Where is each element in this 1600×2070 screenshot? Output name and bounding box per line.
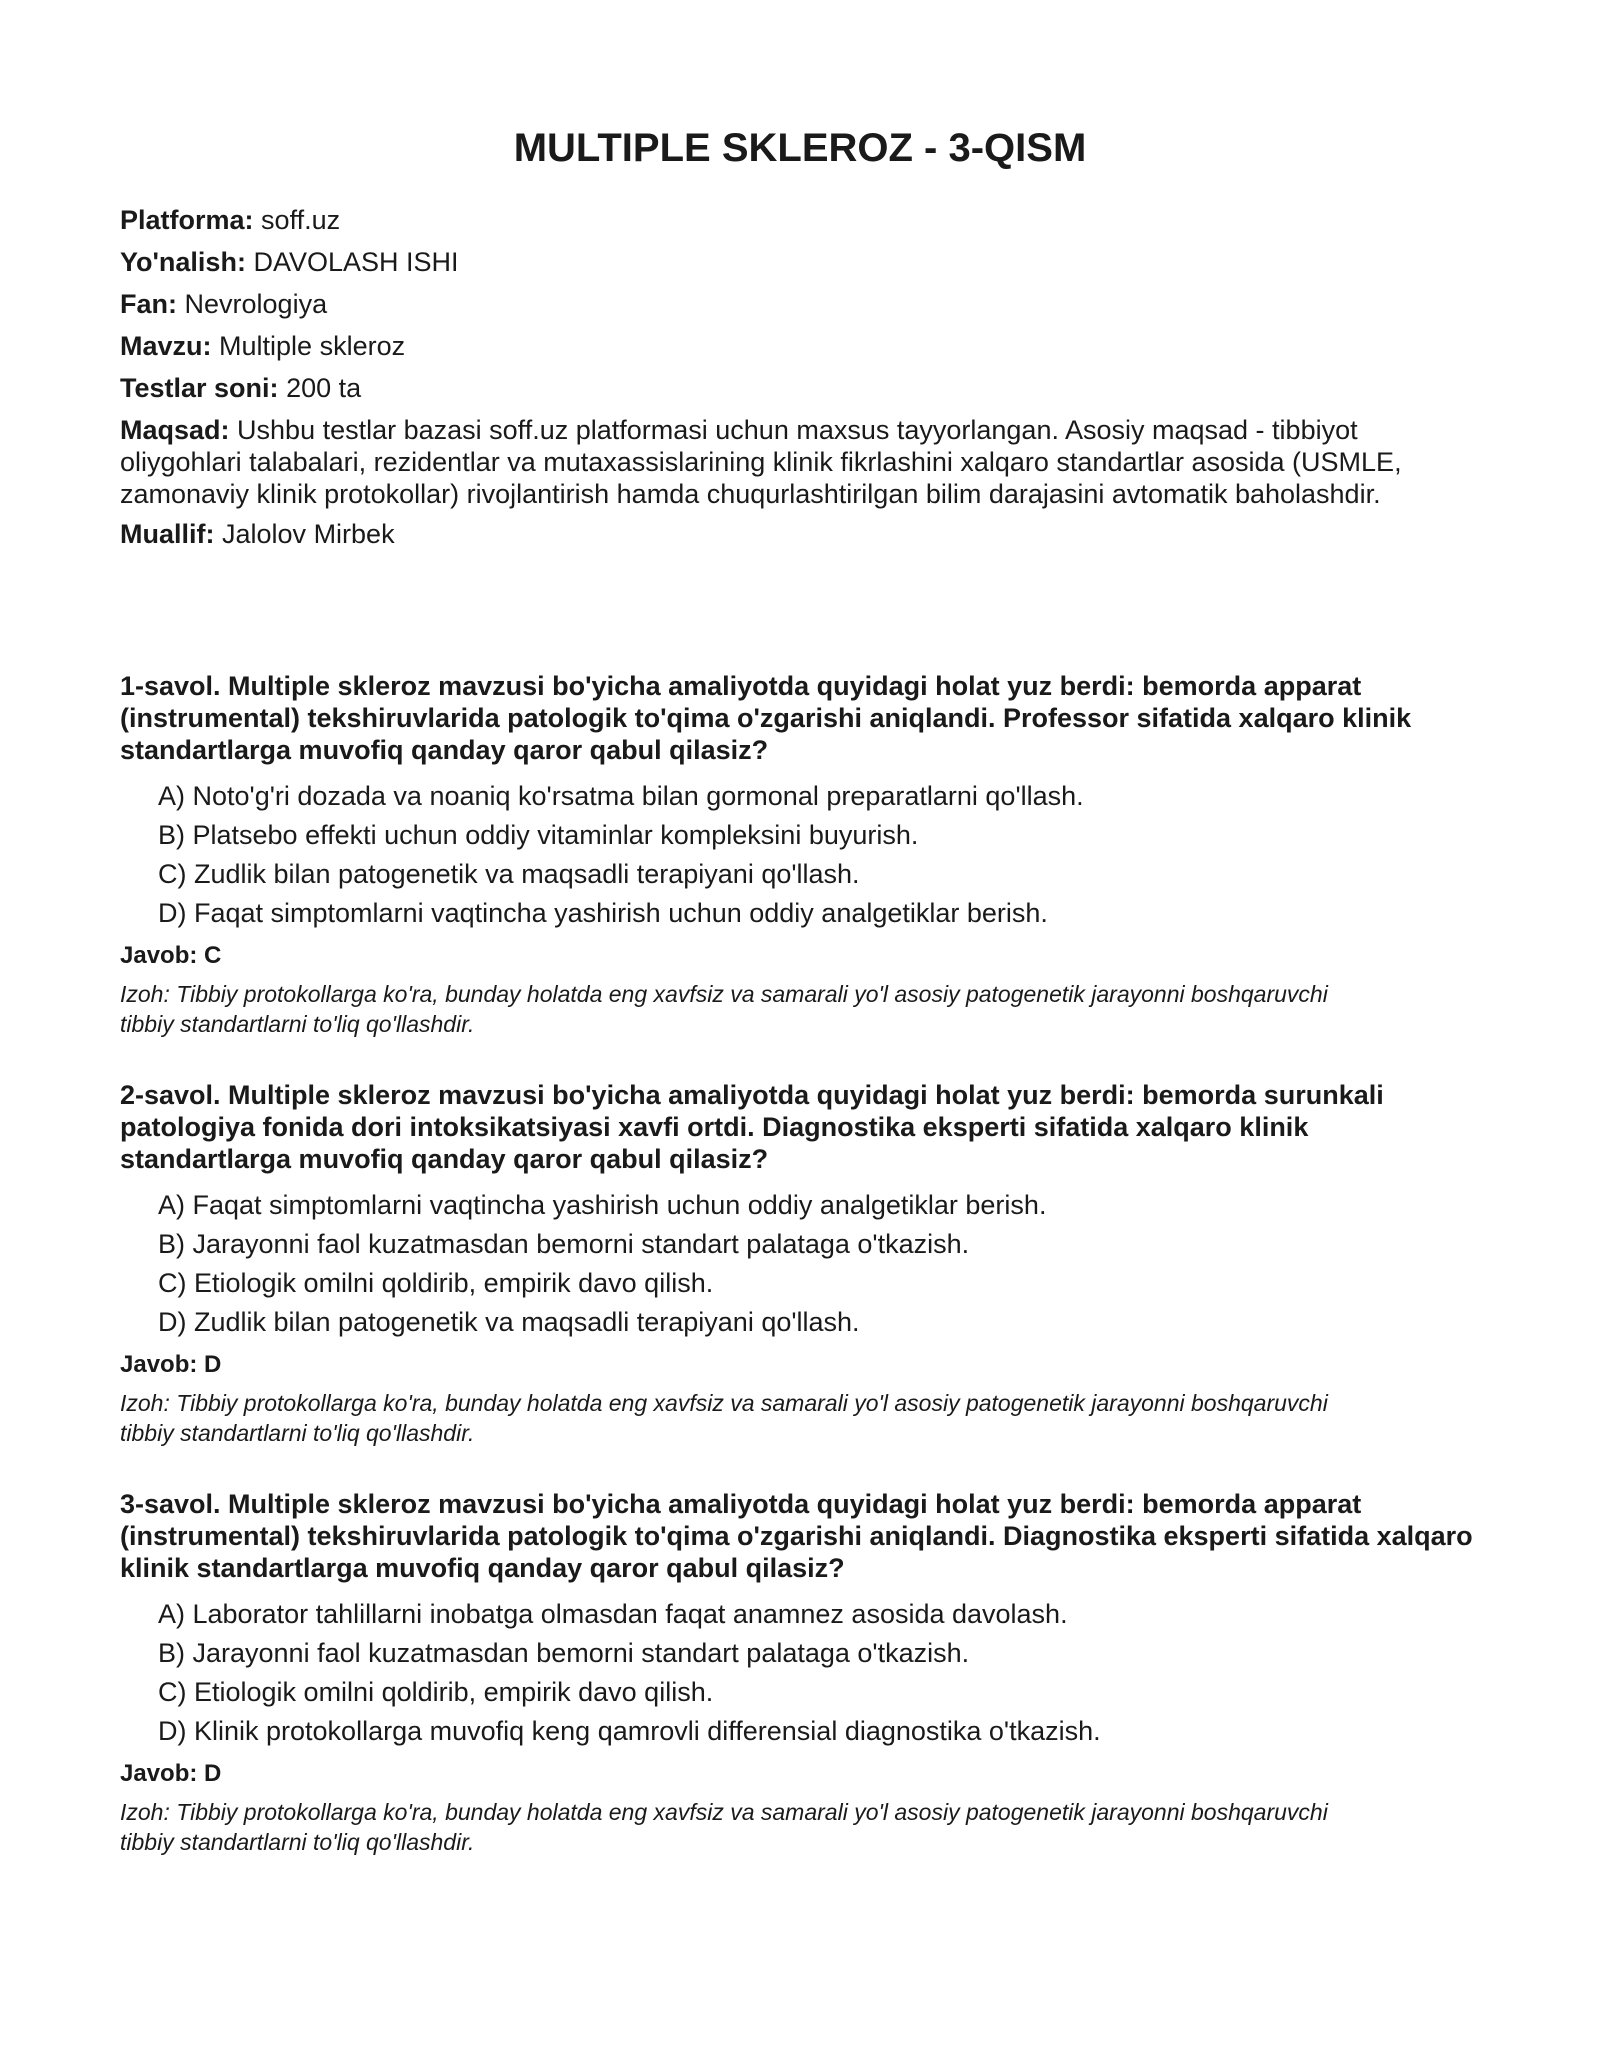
question-list [120, 670, 1480, 1897]
option-b: B) Jarayonni faol kuzatmasdan bemorni standart palataga o'tkazish. [158, 1638, 970, 1668]
option-d: D) Zudlik bilan patogenetik va maqsadli terapiyani qo'llash. [158, 1307, 860, 1337]
meta-value: soff.uz [261, 205, 341, 235]
answer-options [120, 1598, 1480, 1747]
option-d: D) Klinik protokollarga muvofiq keng qamrovli differensial diagnostika o'tkazish. [158, 1716, 1101, 1746]
metadata-block [120, 204, 1460, 560]
meta-value: 200 ta [286, 373, 362, 403]
answer-key: Javob: C [120, 942, 222, 969]
question-text: 1-savol. Multiple skleroz mavzusi bo'yicha amaliyotda quyidagi holat yuz berdi: bemorda apparat (instrumental) tekshiruvlarida patologik to'qima o'zgarishi aniqlandi. Professor sifatida xalqaro klinik standartlarga muvofiq qanday qaror qabul qilasiz? [120, 671, 1412, 765]
option-a: A) Noto'g'ri dozada va noaniq ko'rsatma bilan gormonal preparatlarni qo'llash. [158, 781, 1084, 811]
option-b: B) Jarayonni faol kuzatmasdan bemorni standart palataga o'tkazish. [158, 1229, 970, 1259]
meta-direction [120, 246, 1460, 278]
answer-options [120, 780, 1480, 929]
meta-label: Muallif: [120, 519, 215, 549]
option-c: C) Zudlik bilan patogenetik va maqsadli terapiyani qo'llash. [158, 859, 860, 889]
meta-value: DAVOLASH ISHI [253, 247, 459, 277]
answer-key: Javob: D [120, 1760, 222, 1787]
explanation-note: Izoh: Tibbiy protokollarga ko'ra, bunday holatda eng xavfsiz va samarali yo'l asosiy patogenetik jarayonni boshqaruvchi tibbiy standartlarni to'liq qo'llashdir. [120, 1390, 1328, 1446]
meta-label: Fan: [120, 289, 177, 319]
question-item [120, 670, 1480, 1039]
meta-label: Testlar soni: [120, 373, 279, 403]
meta-topic [120, 330, 1460, 362]
meta-label: Platforma: [120, 205, 254, 235]
meta-test-count [120, 372, 1460, 404]
page-title: MULTIPLE SKLEROZ - 3-QISM [513, 126, 1087, 170]
question-item [120, 1488, 1480, 1857]
option-d: D) Faqat simptomlarni vaqtincha yashirish uchun oddiy analgetiklar berish. [158, 898, 1048, 928]
meta-value: Multiple skleroz [219, 331, 406, 361]
explanation-note: Izoh: Tibbiy protokollarga ko'ra, bunday holatda eng xavfsiz va samarali yo'l asosiy patogenetik jarayonni boshqaruvchi tibbiy standartlarni to'liq qo'llashdir. [120, 981, 1328, 1037]
meta-subject [120, 288, 1460, 320]
answer-options [120, 1189, 1480, 1338]
question-text: 2-savol. Multiple skleroz mavzusi bo'yicha amaliyotda quyidagi holat yuz berdi: bemorda surunkali patologiya fonida dori intoksikatsiyasi xavfi ortdi. Diagnostika eksperti sifatida xalqaro klinik standartlarga muvofiq qanday qaror qabul qilasiz? [120, 1080, 1384, 1174]
meta-purpose [120, 414, 1460, 510]
option-a: A) Faqat simptomlarni vaqtincha yashirish uchun oddiy analgetiklar berish. [158, 1190, 1047, 1220]
meta-label: Yo'nalish: [120, 247, 246, 277]
meta-value: Jalolov Mirbek [222, 519, 395, 549]
answer-key: Javob: D [120, 1351, 222, 1378]
option-c: C) Etiologik omilni qoldirib, empirik davo qilish. [158, 1677, 714, 1707]
meta-label: Mavzu: [120, 331, 212, 361]
question-text: 3-savol. Multiple skleroz mavzusi bo'yicha amaliyotda quyidagi holat yuz berdi: bemorda apparat (instrumental) tekshiruvlarida patologik to'qima o'zgarishi aniqlandi. Diagnostika eksperti sifatida xalqaro klinik standartlarga muvofiq qanday qaror qabul qilasiz? [120, 1489, 1473, 1583]
option-b: B) Platsebo effekti uchun oddiy vitaminlar kompleksini buyurish. [158, 820, 919, 850]
meta-label: Maqsad: [120, 415, 230, 445]
question-item [120, 1079, 1480, 1448]
explanation-note: Izoh: Tibbiy protokollarga ko'ra, bunday holatda eng xavfsiz va samarali yo'l asosiy patogenetik jarayonni boshqaruvchi tibbiy standartlarni to'liq qo'llashdir. [120, 1799, 1328, 1855]
option-c: C) Etiologik omilni qoldirib, empirik davo qilish. [158, 1268, 714, 1298]
meta-platform [120, 204, 1460, 236]
meta-author [120, 518, 1460, 550]
meta-value: Ushbu testlar bazasi soff.uz platformasi uchun maxsus tayyorlangan. Asosiy maqsad - tibbiyot oliygohlari talabalari, rezidentlar va mutaxassislarining klinik fikrlashini xalqaro standartlar asosida (USMLE, zamonaviy klinik protokollar) rivojlantirish hamda chuqurlashtirilgan bilim darajasini avtomatik baholashdir. [120, 415, 1402, 509]
meta-value: Nevrologiya [184, 289, 328, 319]
option-a: A) Laborator tahlillarni inobatga olmasdan faqat anamnez asosida davolash. [158, 1599, 1068, 1629]
